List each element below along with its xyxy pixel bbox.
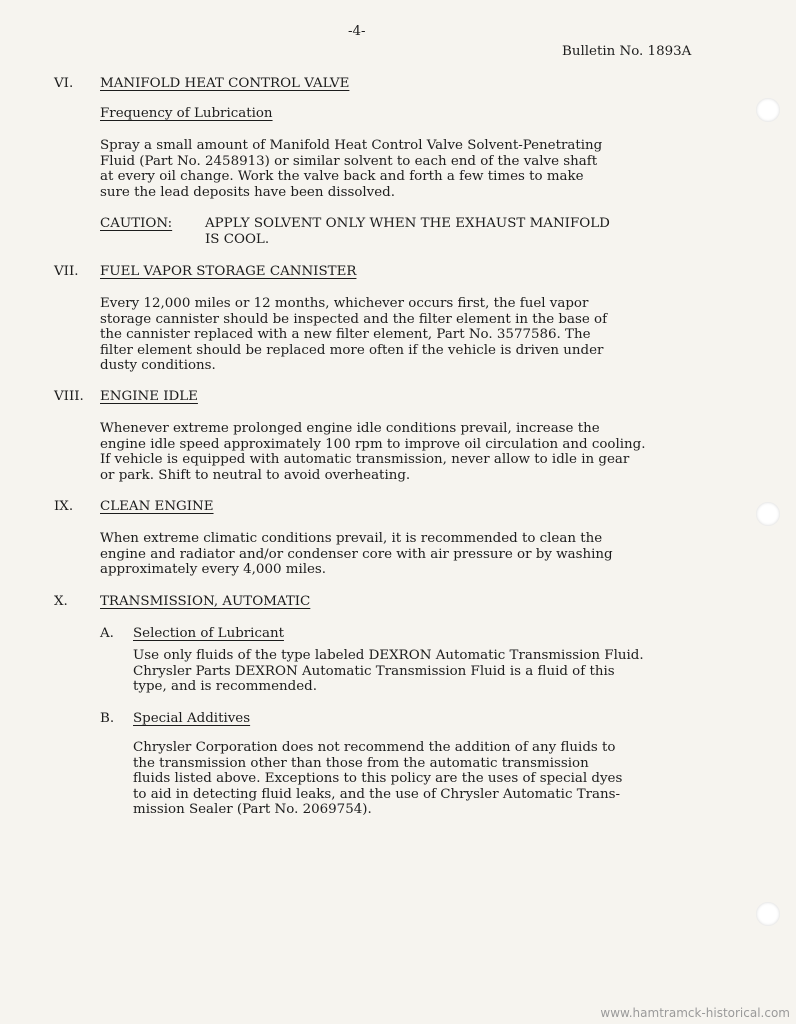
text-line: Fluid (Part No. 2458913) or similar solvent to each end of the valve shaft [100, 153, 598, 169]
text-line: Spray a small amount of Manifold Heat Control Valve Solvent-Penetrating [100, 138, 603, 153]
caution-label: CAUTION: [100, 216, 173, 231]
text-line: Whenever extreme prolonged engine idle conditions prevail, increase the [100, 421, 600, 436]
paragraph-selection-of-lubricant [133, 648, 644, 695]
text-line: approximately every 4,000 miles. [100, 562, 327, 578]
paragraph-fuel-vapor [100, 296, 607, 374]
paragraph-clean-engine [100, 531, 613, 578]
subheading-frequency-of-lubrication: Frequency of Lubrication [100, 106, 273, 121]
caution-text [205, 216, 610, 247]
paragraph-special-additives [133, 740, 622, 818]
section-title-fuel-vapor-storage-cannister: FUEL VAPOR STORAGE CANNISTER [100, 264, 357, 279]
text-line: engine and radiator and/or condenser core with air pressure or by washing [100, 546, 613, 562]
text-line: When extreme climatic conditions prevail, it is recommended to clean the [100, 531, 603, 546]
text-line: or park. Shift to neutral to avoid overheating. [100, 467, 411, 483]
watermark-url: www.hamtramck-historical.com [600, 1006, 790, 1020]
text-line: sure the lead deposits have been dissolved. [100, 184, 395, 200]
text-line: filter element should be replaced more often if the vehicle is driven under [100, 342, 604, 358]
caution-line: APPLY SOLVENT ONLY WHEN THE EXHAUST MANIFOLD [205, 216, 610, 231]
punch-hole [756, 902, 780, 926]
text-line: Use only fluids of the type labeled DEXRON Automatic Transmission Fluid. [133, 648, 644, 663]
section-title-transmission-automatic: TRANSMISSION, AUTOMATIC [100, 594, 311, 609]
text-line: If vehicle is equipped with automatic transmission, never allow to idle in gear [100, 452, 630, 468]
page-number: -4- [348, 24, 366, 39]
subsection-letter-a: A. [100, 626, 114, 641]
subsection-letter-b: B. [100, 711, 115, 726]
text-line: Chrysler Parts DEXRON Automatic Transmission Fluid is a fluid of this [133, 663, 615, 679]
section-title-clean-engine: CLEAN ENGINE [100, 499, 214, 514]
text-line: mission Sealer (Part No. 2069754). [133, 802, 372, 818]
section-title-manifold-heat-control-valve: MANIFOLD HEAT CONTROL VALVE [100, 76, 350, 91]
caution-line: IS COOL. [205, 231, 270, 247]
section-number-vii: VII. [54, 264, 79, 279]
text-line: type, and is recommended. [133, 679, 317, 695]
subsection-title-special-additives: Special Additives [133, 711, 251, 726]
text-line: at every oil change. Work the valve back and forth a few times to make [100, 169, 584, 185]
punch-hole [756, 502, 780, 526]
bulletin-number: Bulletin No. 1893A [562, 44, 692, 59]
section-number-viii: VIII. [54, 389, 84, 404]
text-line: fluids listed above. Exceptions to this policy are the uses of special dyes [133, 771, 623, 787]
section-number-x: X. [54, 594, 68, 609]
section-title-engine-idle: ENGINE IDLE [100, 389, 198, 404]
paragraph-manifold-heat [100, 138, 602, 200]
text-line: Every 12,000 miles or 12 months, whichever occurs first, the fuel vapor [100, 296, 589, 311]
text-line: storage cannister should be inspected and the filter element in the base of [100, 311, 608, 327]
section-number-vi: VI. [54, 76, 74, 91]
punch-hole [756, 98, 780, 122]
bleed-through-text [96, 30, 100, 44]
paragraph-engine-idle [100, 421, 646, 483]
text-line: the cannister replaced with a new filter element, Part No. 3577586. The [100, 327, 591, 343]
subsection-title-selection-of-lubricant: Selection of Lubricant [133, 626, 284, 641]
text-line: Chrysler Corporation does not recommend the addition of any fluids to [133, 740, 616, 755]
text-line: to aid in detecting fluid leaks, and the use of Chrysler Automatic Trans- [133, 786, 621, 802]
text-line: the transmission other than those from the automatic transmission [133, 755, 589, 771]
text-line: dusty conditions. [100, 358, 216, 374]
text-line: engine idle speed approximately 100 rpm to improve oil circulation and cooling. [100, 436, 646, 452]
section-number-ix: IX. [54, 499, 74, 514]
